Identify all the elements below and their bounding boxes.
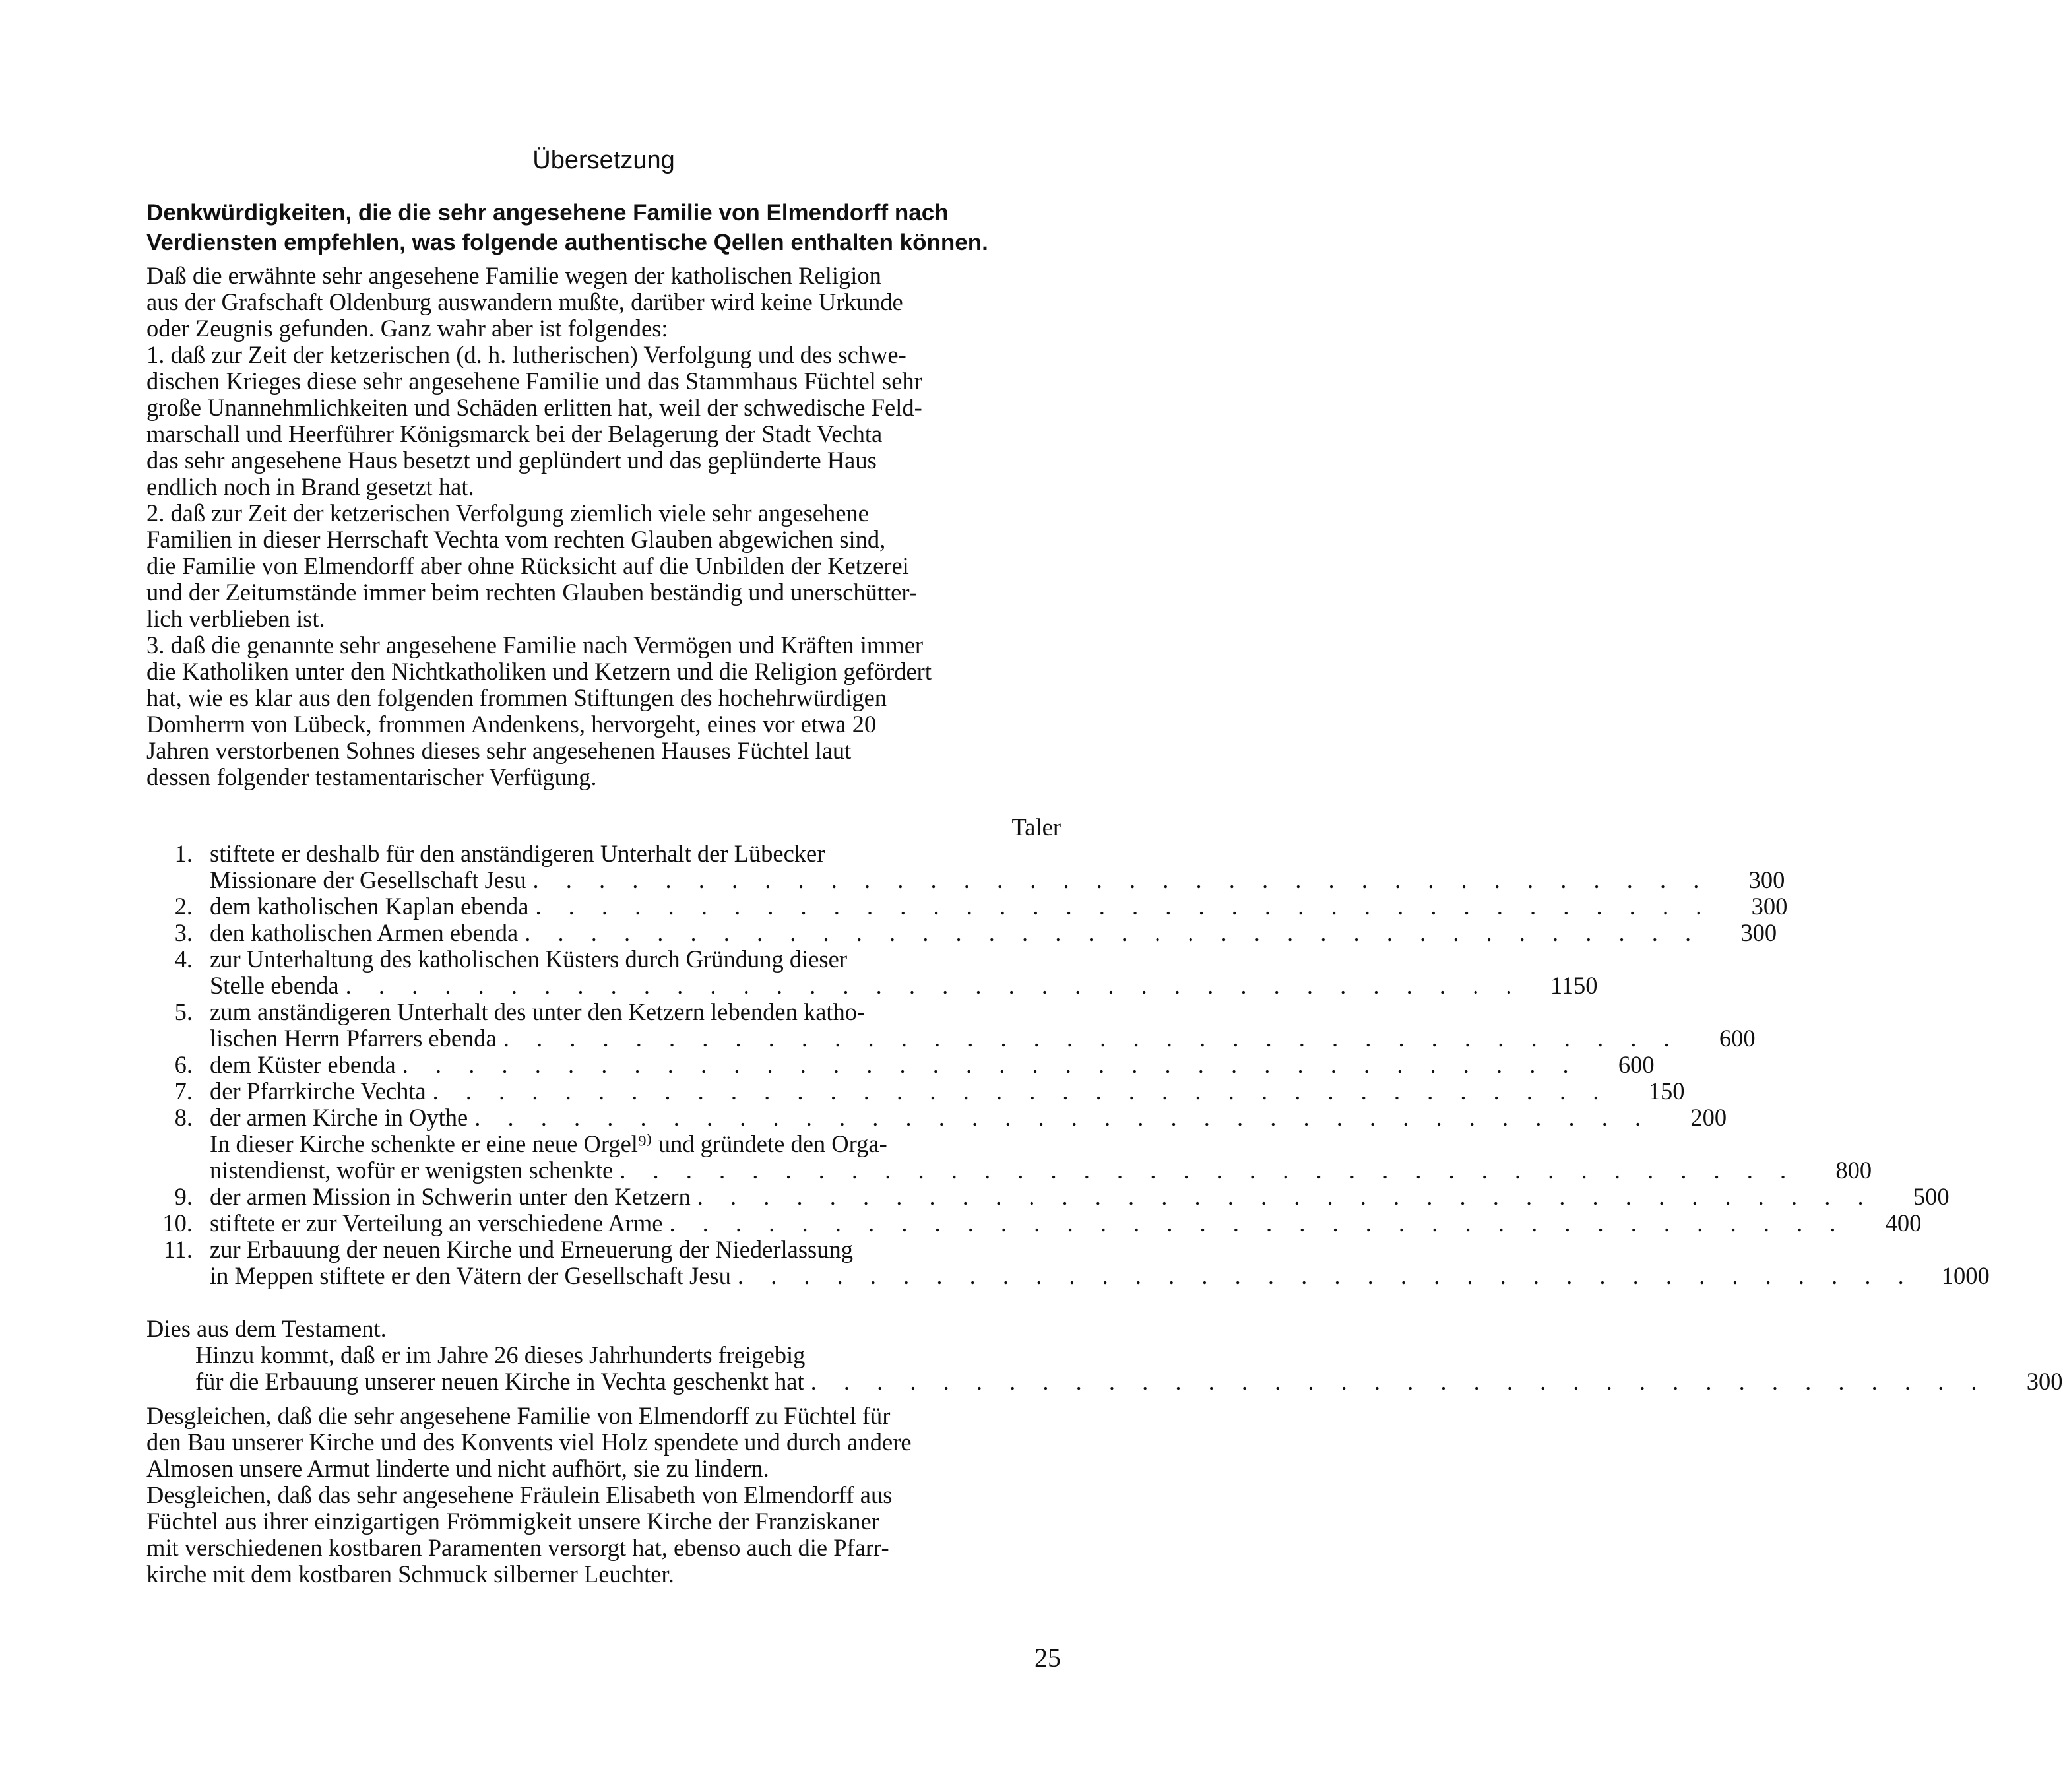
item-number: 7. [174,1077,193,1104]
item-text [193,1236,1990,1289]
item-leader-line [210,1157,1872,1184]
closing-line: kirche mit dem kostbaren Schmuck silberner Leuchter. [146,1560,674,1587]
item-leader-line [210,1263,1990,1289]
intro-text [146,263,1060,790]
bequest-list [146,840,1990,1289]
closing-line: Desgleichen, daß die sehr angesehene Familie von Elmendorff zu Füchtel für [146,1402,891,1429]
item-last-line: dem Küster ebenda [210,1051,396,1078]
item-last-line: stiftete er zur Verteilung an verschiedene Arme [210,1209,663,1236]
item-leader-line [210,1184,1950,1210]
item-line: stiftete er deshalb für den anständigeren Unterhalt der Lübecker [210,840,825,867]
intro-line: und der Zeitumstände immer beim rechten Glauben beständig und unerschütter- [146,579,917,606]
bequest-item [146,945,1598,999]
intro-line: 1. daß zur Zeit der ketzerischen (d. h. lutherischen) Verfolgung und des schwe- [146,341,906,368]
intro-line: große Unannehmlichkeiten und Schäden erlitten hat, weil der schwedische Feld- [146,394,922,421]
page-number: 25 [1034,1643,1061,1673]
extra-leader-line [195,1368,2063,1395]
intro-line: oder Zeugnis gefunden. Ganz wahr aber ist folgendes: [146,315,668,342]
item-last-line: in Meppen stiftete er den Vätern der Gesellschaft Jesu [210,1262,731,1289]
closing-text [146,1403,1060,1587]
bequest-item [146,1236,1990,1289]
item-amount: 500 [1913,1183,1950,1210]
item-number: 8. [174,1104,193,1131]
item-amount: 150 [1648,1077,1685,1104]
title-line: Denkwürdigkeiten, die die sehr angesehene Familie von Elmendorff nach [146,200,949,226]
item-text [193,946,1597,999]
item-amount: 1150 [1550,972,1598,999]
bequest-item [146,1130,1872,1184]
bequest-item [146,1209,1922,1236]
intro-line: endlich noch in Brand gesetzt hat. [146,473,474,500]
dot-leader: . . . . . . . . . . . . . . . . . . . . . . . . . . . . . . . . . . . . [503,1025,1680,1052]
closing-line: Desgleichen, daß das sehr angesehene Fräulein Elisabeth von Elmendorff aus [146,1481,893,1508]
dot-leader: . . . . . . . . . . . . . . . . . . . . . . . . . . . . . . . . . . . . [524,919,1702,946]
item-last-line: dem katholischen Kaplan ebenda [210,893,529,920]
item-last-line: der armen Mission in Schwerin unter den Ketzern [210,1183,691,1210]
item-amount: 300 [1751,893,1788,920]
intro-line: 2. daß zur Zeit der ketzerischen Verfolgung ziemlich viele sehr angesehene [146,499,869,527]
item-text [193,893,1787,920]
item-amount: 300 [1740,919,1777,946]
item-amount: 800 [1835,1157,1872,1184]
item-last-line: der armen Kirche in Oythe [210,1104,468,1131]
currency-label: Taler [1011,814,1061,841]
item-leader-line [210,1104,1727,1131]
bequest-item [146,893,1788,920]
closing-line: den Bau unserer Kirche und des Konvents viel Holz spendete und durch andere [146,1428,912,1456]
item-text [193,1052,1655,1078]
dot-leader: . . . . . . . . . . . . . . . . . . . . . . . . . . . . . . . . . . . . [402,1051,1579,1078]
item-last-line: Missionare der Gesellschaft Jesu [210,866,526,893]
item-text [193,1184,1950,1210]
intro-line: 3. daß die genannte sehr angesehene Familie nach Vermögen und Kräften immer [146,631,924,658]
item-leader-line [210,867,1785,893]
item-leader-line [210,893,1787,920]
item-number: 10. [162,1209,193,1236]
intro-line: die Katholiken unter den Nichtkatholiken und Ketzern und die Religion gefördert [146,658,932,685]
item-leader-line [210,973,1597,999]
intro-line: die Familie von Elmendorff aber ohne Rücksicht auf die Unbilden der Ketzerei [146,552,909,579]
dot-leader: . . . . . . . . . . . . . . . . . . . . . . . . . . . . . . . . . . . . [669,1209,1847,1236]
item-text [193,1104,1727,1131]
item-number: 3. [174,919,193,946]
dot-leader: . . . . . . . . . . . . . . . . . . . . . . . . . . . . . . . . . . . . [697,1183,1874,1210]
dot-leader: . . . . . . . . . . . . . . . . . . . . . . . . . . . . . . . . . . . . [474,1104,1652,1131]
dot-leader: . . . . . . . . . . . . . . . . . . . . . . . . . . . . . . . . . . . . [532,866,1710,893]
item-number: 5. [174,998,193,1025]
item-leader-line [210,920,1777,946]
item-number: 4. [174,945,193,973]
dot-leader: . . . . . . . . . . . . . . . . . . . . . . . . . . . . . . . . . . . . [737,1262,1915,1289]
item-number: 6. [174,1051,193,1078]
bequest-item [146,919,1777,946]
bequest-item [146,1183,1950,1210]
item-amount: 1000 [1941,1262,1990,1289]
item-number: 1. [174,840,193,867]
extra-amount: 300 [2026,1368,2063,1395]
item-amount: 600 [1618,1051,1655,1078]
intro-line: marschall und Heerführer Königsmarck bei der Belagerung der Stadt Vechta [146,420,883,447]
item-last-line: den katholischen Armen ebenda [210,919,519,946]
item-amount: 600 [1719,1025,1756,1052]
item-text [193,1078,1685,1104]
extra-last-line: für die Erbauung unserer neuen Kirche in Vechta geschenkt hat [195,1368,804,1395]
item-line: zur Erbauung der neuen Kirche und Erneuerung der Niederlassung [210,1236,853,1263]
bequest-item [146,998,1756,1052]
closing-line: Füchtel aus ihrer einzigartigen Frömmigkeit unsere Kirche der Franziskaner [146,1508,879,1535]
intro-line: Daß die erwähnte sehr angesehene Familie wegen der katholischen Religion [146,262,881,289]
dot-leader: . . . . . . . . . . . . . . . . . . . . . . . . . . . . . . . . . . . . [619,1157,1797,1184]
bequest-item [146,1051,1655,1078]
intro-line: hat, wie es klar aus den folgenden frommen Stiftungen des hochehrwürdigen [146,684,887,711]
item-last-line: lischen Herrn Pfarrers ebenda [210,1025,497,1052]
item-leader-line [210,1025,1756,1052]
document-title [146,198,1060,257]
item-line: In dieser Kirche schenkte er eine neue Orgel⁹⁾ und gründete den Orga- [210,1130,887,1157]
intro-line: Jahren verstorbenen Sohnes dieses sehr angesehenen Hauses Füchtel laut [146,737,852,764]
item-number [146,1131,193,1184]
item-text [193,1210,1921,1236]
intro-line: Familien in dieser Herrschaft Vechta vom rechten Glauben abgewichen sind, [146,526,886,553]
bequest-item [146,1104,1727,1131]
closing-line: Almosen unsere Armut linderte und nicht aufhört, sie zu lindern. [146,1455,769,1482]
item-number: 11. [163,1236,193,1263]
item-number: 2. [174,893,193,920]
intro-line: lich verblieben ist. [146,605,325,632]
item-text [193,841,1785,893]
dot-leader: . . . . . . . . . . . . . . . . . . . . . . . . . . . . . . . . . . . . [535,893,1713,920]
item-leader-line [210,1210,1921,1236]
intro-line: dessen folgender testamentarischer Verfügung. [146,763,597,790]
bequest-item [146,1077,1685,1104]
intro-line: das sehr angesehene Haus besetzt und geplündert und das geplünderte Haus [146,447,877,474]
item-text [193,999,1756,1052]
dot-leader: . . . . . . . . . . . . . . . . . . . . . . . . . . . . . . . . . . . . [810,1368,1988,1395]
closing-line: mit verschiedenen kostbaren Paramenten versorgt hat, ebenso auch die Pfarr- [146,1534,889,1561]
intro-line: Domherrn von Lübeck, frommen Andenkens, hervorgeht, eines vor etwa 20 [146,711,877,738]
item-last-line: Stelle ebenda [210,972,339,999]
page-heading: Übersetzung [532,146,675,174]
item-last-line: nistendienst, wofür er wenigsten schenkte [210,1157,614,1184]
extra-line: Hinzu kommt, daß er im Jahre 26 dieses Jahrhunderts freigebig [195,1341,806,1368]
bequest-item [146,840,1785,893]
item-amount: 200 [1690,1104,1727,1131]
intro-line: dischen Krieges diese sehr angesehene Familie und das Stammhaus Füchtel sehr [146,368,922,395]
dot-leader: . . . . . . . . . . . . . . . . . . . . . . . . . . . . . . . . . . . . [345,972,1523,999]
item-amount: 300 [1748,866,1785,893]
item-text [193,920,1777,946]
item-number: 9. [174,1183,193,1210]
item-amount: 400 [1885,1209,1922,1236]
item-leader-line [210,1052,1655,1078]
intro-line: aus der Grafschaft Oldenburg auswandern mußte, darüber wird keine Urkunde [146,288,903,315]
item-line: zur Unterhaltung des katholischen Küsters durch Gründung dieser [210,945,847,973]
item-leader-line [210,1078,1685,1104]
item-last-line: der Pfarrkirche Vechta [210,1077,426,1104]
testament-note: Dies aus dem Testament. [146,1315,387,1342]
extra-donation [195,1341,2063,1395]
item-text [193,1131,1872,1184]
item-line: zum anständigeren Unterhalt des unter den Ketzern lebenden katho- [210,998,866,1025]
dot-leader: . . . . . . . . . . . . . . . . . . . . . . . . . . . . . . . . . . . . [432,1077,1610,1104]
title-line: Verdiensten empfehlen, was folgende authentische Qellen enthalten können. [146,230,988,255]
